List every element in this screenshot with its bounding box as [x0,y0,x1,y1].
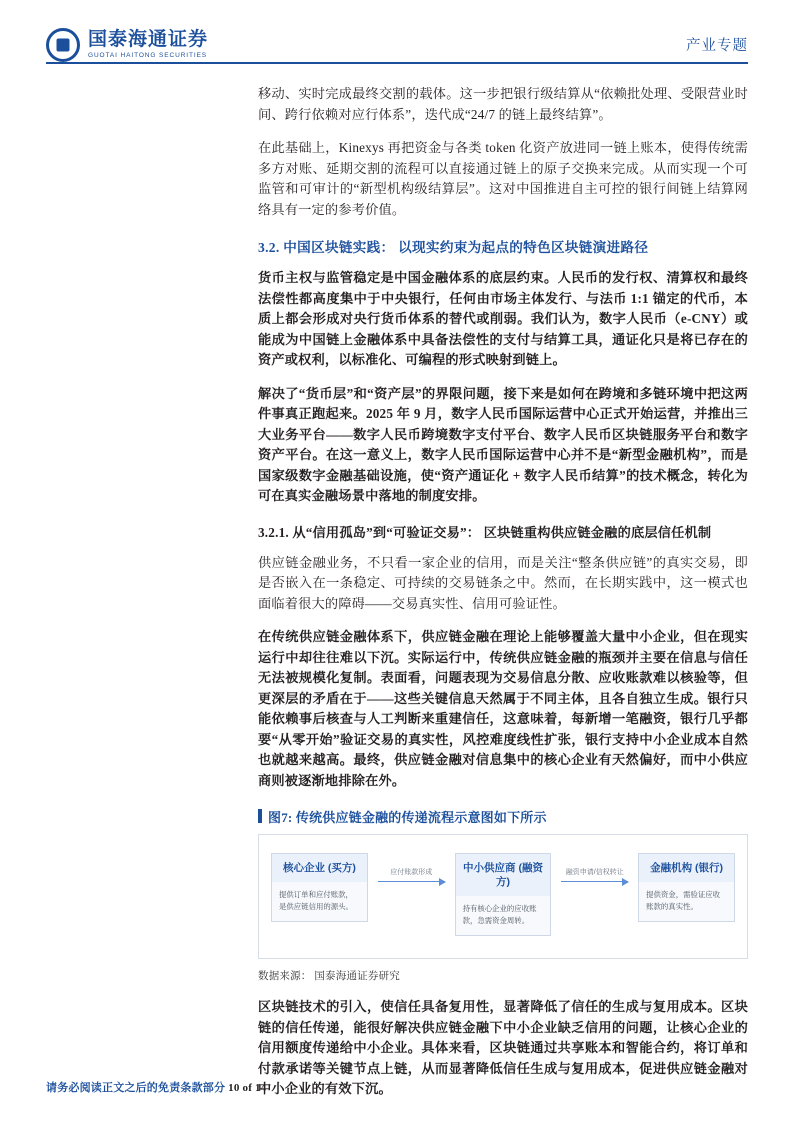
header-category-label: 产业专题 [686,38,748,54]
paragraph-6: 在传统供应链金融体系下，供应链金融在理论上能够覆盖大量中小企业，但在现实运行中却往往难以下沉。实际运行中，传统供应链金融的瓶颈并主要在信息与信任无法被规模化复制。表面看，问题表现为交易信息分散、应收账款难以核验等，但更深层的矛盾在于——这些关键信息天然属于不同主体，且各自独立生成。银行只能依赖事后核查与人工判断来重建信任，这意味着，每新增一笔融资，银行几乎都要“从零开始”验证交易的真实性，风控难度线性扩张，银行支持中小企业成本自然也就越来越高。最终，供应链金融对信息集中的核心企业有天然偏好，而中小供应商则被逐渐地排除在外。 [258,629,748,788]
paragraph-7: 区块链技术的引入，使信任具备复用性，显著降低了信任的生成与复用成本。区块链的信任传递，能很好解决供应链金融下中小企业缺乏信用的问题，让核心企业的信用额度传递给中小企业。具体来看，区块链通过共享账本和智能合约，将订单和付款承诺等关键节点上链，从而显著降低信任生成与复用成本，促进供应链金融对中小企业的有效下沉。 [258,999,748,1096]
flow-arrow-label: 融资申请/信权转让 [565,869,624,876]
flow-node-core-enterprise [271,853,368,922]
page-header [46,28,748,80]
flow-node-title: 金融机构 (银行) [639,854,734,882]
flow-node-desc: 提供订单和应付账款，是供应链信用的源头。 [272,882,367,921]
figure-caption: 图7: 传统供应链金融的传递流程示意图如下所示 [258,807,748,826]
flow-arrow-1 [368,853,455,882]
figure-7 [258,807,748,983]
flow-node-title: 核心企业 (买方) [272,854,367,882]
flow-arrow-2 [551,853,638,882]
section-heading-3-2: 3.2. 中国区块链实践： 以现实约束为起点的特色区块链演进路径 [258,240,649,255]
arrow-right-icon [561,881,628,882]
logo-mark-icon [46,28,80,62]
footer-disclaimer: 请务必阅读正文之后的免责条款部分 [46,1082,226,1094]
page-footer [46,1079,266,1095]
paragraph-3: 货币主权与监管稳定是中国金融体系的底层约束。人民币的发行权、清算权和最终法偿性都高度集中于中央银行，任何由市场主体发行、与法币 1:1 锚定的代币，本质上都会形成对央行货币体系的替代或削弱。我们认为，数字人民币（e-CNY）或能成为中国链上金融体系中具备法偿性的支付与结算工具，通证化只是将已存在的资产或权利，以标准化、可编程的形式映射到链上。 [258,270,748,367]
figure-source: 数据来源： 国泰海通证券研究 [258,971,400,982]
document-body [258,84,748,1113]
paragraph-4: 解决了“货币层”和“资产层”的界限问题，接下来是如何在跨境和多链环境中把这两件事真正跑起来。2025 年 9 月，数字人民币国际运营中心正式开始运营，并推出三大业务平台——数字人民币跨境数字支付平台、数字人民币区块链服务平台和数字资产平台。在这一意义上，数字人民币国际运营中心并不是“新型金融机构”，而是国家级数字金融基础设施，使“资产通证化 + 数字人民币结算”的技术概念，转化为可在真实金融场景中落地的制度安排。 [258,385,748,503]
paragraph-2: 在此基础上，Kinexys 再把资金与各类 token 化资产放进同一链上账本，使得传统需多方对账、延期交割的流程可以直接通过链上的原子交换来完成。从而实现一个可监管和可审计的“新型机构级结算层”。这对中国推进自主可控的银行间链上结算网络具有一定的参考价值。 [258,140,748,217]
figure-canvas [258,834,748,959]
paragraph-1: 移动、实时完成最终交割的载体。这一步把银行级结算从“依赖批处理、受限营业时间、跨行依赖对应行体系”，迭代成“24/7 的链上最终结算”。 [258,86,748,122]
arrow-right-icon [378,881,445,882]
section-heading-3-2-1: 3.2.1. 从“信用孤岛”到“可验证交易”： 区块链重构供应链金融的底层信任机制 [258,524,712,540]
header-divider [46,62,748,64]
brand-text [88,29,208,61]
brand-name-cn: 国泰海通证券 [88,29,209,50]
flow-node-desc: 持有核心企业的应收账款，急需资金周转。 [456,896,551,935]
flow-node-financial-institution [638,853,735,922]
flow-node-desc: 提供资金，需验证应收账款的真实性。 [639,882,734,921]
flow-diagram [271,853,735,936]
brand-name-en: GUOTAI HAITONG SECURITIES [88,52,208,59]
company-logo [46,28,208,62]
flow-node-sme-supplier [455,853,552,936]
paragraph-5: 供应链金融业务，不只看一家企业的信用，而是关注“整条供应链”的真实交易，即是否嵌入在一条稳定、可持续的交易链条之中。然而，在长期实践中，这一模式也面临着很大的障碍——交易真实性、信用可验证性。 [258,554,748,611]
page-number: 10 of 14 [228,1082,267,1094]
flow-node-title: 中小供应商 (融资方) [456,854,551,896]
flow-arrow-label: 应付账款形成 [390,869,433,876]
